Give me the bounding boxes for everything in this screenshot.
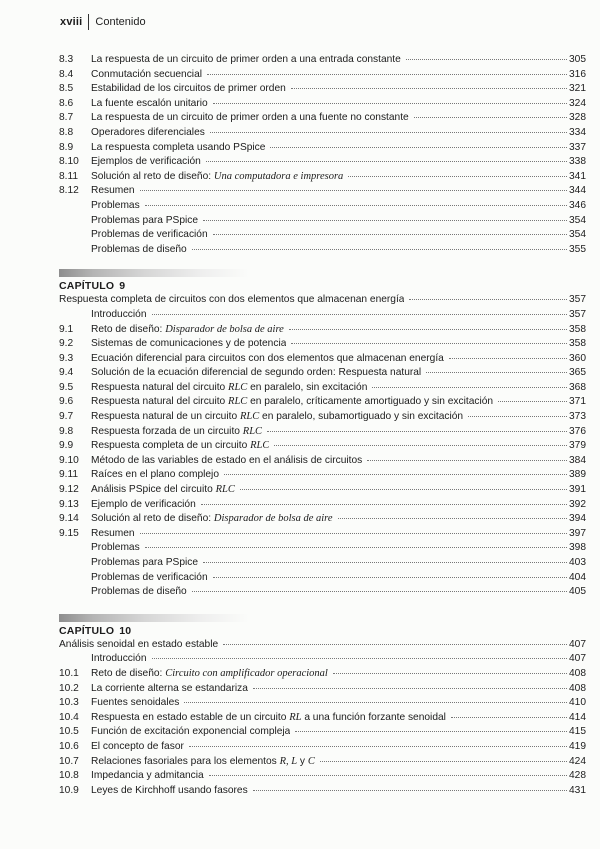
toc-entry[interactable] (59, 366, 586, 381)
toc-entry[interactable] (59, 337, 586, 352)
page-number: 394 (569, 513, 586, 525)
entry-title: Problemas (91, 199, 140, 211)
section-number: 10.4 (59, 711, 79, 723)
entry-title (91, 755, 315, 770)
page-number: 408 (569, 667, 586, 679)
page-number: 373 (569, 411, 586, 423)
dot-leader (320, 760, 567, 762)
entry-title (91, 381, 367, 396)
toc-entry[interactable] (59, 352, 586, 367)
toc-entry[interactable] (59, 740, 586, 755)
entry-title (91, 667, 328, 682)
dot-leader (253, 789, 567, 791)
section-number: 9.9 (59, 440, 74, 452)
toc-entry[interactable] (59, 711, 586, 726)
dot-leader (203, 219, 567, 221)
entry-title-text: en paralelo, críticamente amortiguado y sin excitación (247, 396, 494, 408)
section-number: 9.8 (59, 425, 74, 437)
entry-title (91, 711, 446, 726)
entry-title-text: Respuesta natural de un circuito (91, 411, 240, 423)
entry-title (91, 170, 343, 185)
running-title: Contenido (95, 16, 146, 28)
entry-title (91, 512, 333, 527)
entry-title: Fuentes senoidales (91, 697, 180, 709)
section-number: 9.12 (59, 484, 79, 496)
toc-entry[interactable] (59, 483, 586, 498)
toc-entry[interactable] (59, 228, 586, 243)
entry-title-italic: Disparador de bolsa de aire (165, 323, 284, 335)
toc-entry[interactable] (59, 512, 586, 527)
dot-leader (426, 371, 567, 373)
section-number: 9.10 (59, 454, 79, 466)
toc-entry[interactable] (59, 82, 586, 97)
entry-title (91, 483, 235, 498)
entry-title (91, 323, 284, 338)
chapter-8-section (59, 53, 586, 257)
entry-title-italic: RLC (228, 396, 248, 408)
entry-title: Estabilidad de los circuitos de primer orden (91, 83, 286, 95)
dot-leader (289, 328, 567, 330)
section-number: 9.13 (59, 498, 79, 510)
toc-entry[interactable] (59, 556, 586, 571)
toc-entry[interactable] (59, 468, 586, 483)
section-number: 8.11 (59, 170, 79, 182)
entry-title-italic: RL (289, 711, 302, 723)
toc-entry[interactable] (59, 126, 586, 141)
page-number: 337 (569, 141, 586, 153)
dot-leader (338, 517, 567, 519)
entry-title: El concepto de fasor (91, 740, 184, 752)
entry-title (91, 395, 493, 410)
toc-entry[interactable] (59, 425, 586, 440)
dot-leader (207, 73, 567, 75)
toc-entry[interactable] (59, 68, 586, 83)
page-number: 344 (569, 185, 586, 197)
toc-entry[interactable] (59, 527, 586, 542)
section-number: 9.15 (59, 527, 79, 539)
section-number: 8.10 (59, 156, 79, 168)
entry-title: Problemas de diseño (91, 243, 187, 255)
dot-leader (140, 189, 567, 191)
entry-title-text: en paralelo, sin excitación (247, 381, 368, 393)
section-number: 9.4 (59, 367, 74, 379)
toc-entry[interactable] (59, 308, 586, 323)
entry-title: Conmutación secuencial (91, 68, 202, 80)
table-of-contents (59, 53, 586, 798)
entry-title-text: Respuesta en estado estable de un circuito (91, 711, 290, 723)
section-number: 9.5 (59, 381, 74, 393)
toc-entry[interactable] (59, 541, 586, 556)
page-number: 371 (569, 396, 586, 408)
page-number: 358 (569, 338, 586, 350)
entry-title: Impedancia y admitancia (91, 770, 204, 782)
dot-leader (270, 146, 567, 148)
dot-leader (253, 687, 567, 689)
entry-title: La fuente escalón unitario (91, 97, 208, 109)
section-number: 9.1 (59, 323, 74, 335)
toc-entry[interactable] (59, 498, 586, 513)
page-header (60, 14, 146, 30)
page-number: 305 (569, 54, 586, 65)
dot-leader (140, 532, 567, 534)
entry-title-text: Solución al reto de diseño: (91, 513, 214, 525)
dot-leader (184, 701, 567, 703)
section-number: 10.1 (59, 667, 79, 679)
entry-title: Problemas para PSpice (91, 557, 199, 568)
dot-leader (291, 87, 567, 89)
dot-leader (333, 672, 567, 674)
section-number: 9.6 (59, 396, 74, 408)
entry-title: Problemas de diseño (91, 586, 187, 598)
toc-entry[interactable] (59, 652, 586, 667)
page-number: 431 (569, 784, 586, 796)
dot-leader (152, 313, 568, 315)
page-number: 328 (569, 112, 586, 124)
dot-leader (449, 357, 567, 359)
section-number: 8.3 (59, 54, 74, 65)
dot-leader (274, 444, 567, 446)
chapter-9-title-row[interactable] (59, 293, 586, 308)
section-number: 8.7 (59, 112, 74, 124)
entry-title: Problemas de verificación (91, 229, 208, 241)
entry-title: La respuesta de un circuito de primer orden a una entrada constante (91, 54, 401, 65)
dot-leader (203, 561, 567, 563)
entry-title-italic: C (307, 755, 315, 767)
entry-title: Ecuación diferencial para circuitos con dos elementos que almacenan energía (91, 352, 444, 364)
entry-title: La corriente alterna se estandariza (91, 682, 248, 694)
page-number: 391 (569, 484, 586, 496)
entry-title: Operadores diferenciales (91, 126, 205, 138)
dot-leader (152, 657, 568, 659)
page-number: 360 (569, 352, 586, 364)
chapter-9-banner (59, 269, 249, 277)
page-number: 379 (569, 440, 586, 452)
chapter-number: 10 (119, 624, 132, 637)
entry-title-text: en paralelo, subamortiguado y sin excitación (259, 411, 464, 423)
entry-title-text: Reto de diseño: (91, 667, 166, 679)
page-number: 355 (569, 243, 586, 255)
toc-entry[interactable] (59, 141, 586, 156)
chapter-number: 9 (119, 280, 126, 293)
toc-entry[interactable] (59, 53, 586, 68)
entry-title-italic: RLC (250, 440, 270, 452)
page-number: 324 (569, 97, 586, 109)
page-number: 415 (569, 726, 586, 738)
dot-leader (295, 730, 567, 732)
chapter-9-section (59, 308, 586, 600)
page-number: 397 (569, 527, 586, 539)
page-number: 405 (569, 586, 586, 598)
toc-entry[interactable] (59, 111, 586, 126)
entry-title: Leyes de Kirchhoff usando fasores (91, 784, 248, 796)
toc-entry[interactable] (59, 696, 586, 711)
page-number: 408 (569, 682, 586, 694)
entry-title: Función de excitación exponencial compleja (91, 726, 291, 738)
entry-title-italic: Una computadora e impresora (213, 170, 344, 182)
dot-leader (291, 342, 567, 344)
toc-entry[interactable] (59, 323, 586, 338)
page-number: 384 (569, 454, 586, 466)
page-number: 404 (569, 571, 586, 583)
dot-leader (348, 175, 567, 177)
dot-leader (213, 102, 567, 104)
page-number: 357 (569, 308, 586, 320)
toc-entry[interactable] (59, 243, 586, 258)
dot-leader (145, 204, 567, 206)
toc-entry[interactable] (59, 667, 586, 682)
dot-leader (213, 576, 567, 578)
page-number: 403 (569, 557, 586, 568)
section-number: 8.12 (59, 185, 79, 197)
section-number: 9.11 (59, 469, 79, 481)
toc-entry[interactable] (59, 97, 586, 112)
page-number: 358 (569, 323, 586, 335)
entry-title-text: Respuesta natural del circuito (91, 381, 229, 393)
dot-leader (409, 298, 567, 300)
page-number: 398 (569, 542, 586, 554)
section-number: 9.7 (59, 411, 74, 423)
section-number: 10.8 (59, 770, 79, 782)
entry-title-italic: Circuito con amplificador operacional (165, 667, 328, 679)
dot-leader (213, 233, 567, 235)
section-number: 10.5 (59, 726, 79, 738)
section-number: 8.5 (59, 83, 74, 95)
chapter-10-section (59, 652, 586, 798)
entry-title (91, 439, 269, 454)
page-number: 321 (569, 83, 586, 95)
entry-title: Raíces en el plano complejo (91, 469, 219, 481)
entry-title-italic: Disparador de bolsa de aire (213, 513, 333, 525)
entry-title: Resumen (91, 185, 135, 197)
page-number: 354 (569, 229, 586, 241)
section-number: 8.9 (59, 141, 74, 153)
entry-title: Problemas de verificación (91, 571, 208, 583)
toc-entry[interactable] (59, 381, 586, 396)
section-number: 8.4 (59, 68, 74, 80)
chapter-label-text: CAPÍTULO (59, 624, 115, 637)
toc-entry[interactable] (59, 395, 586, 410)
dot-leader (201, 503, 567, 505)
entry-title: Solución de la ecuación diferencial de segundo orden: Respuesta natural (91, 367, 422, 379)
page-number: 414 (569, 711, 586, 723)
dot-leader (372, 386, 567, 388)
toc-entry[interactable] (59, 682, 586, 697)
entry-title-italic: RLC (228, 381, 248, 393)
toc-entry[interactable] (59, 170, 586, 185)
entry-title: Método de las variables de estado en el análisis de circuitos (91, 454, 363, 466)
toc-entry[interactable] (59, 155, 586, 170)
entry-title: Ejemplos de verificación (91, 156, 201, 168)
page-number: 424 (569, 755, 586, 767)
chapter-9-label (59, 279, 586, 293)
entry-title: Sistemas de comunicaciones y de potencia (91, 338, 287, 350)
section-number: 9.3 (59, 352, 74, 364)
page-number: 407 (569, 638, 586, 650)
entry-title: La respuesta de un circuito de primer orden a una fuente no constante (91, 112, 409, 124)
dot-leader (451, 716, 567, 718)
section-number: 10.6 (59, 740, 79, 752)
section-number: 10.7 (59, 755, 79, 767)
entry-title: Ejemplo de verificación (91, 498, 196, 510)
entry-title-italic: R, L (279, 755, 298, 767)
dot-leader (414, 116, 567, 118)
toc-entry[interactable] (59, 571, 586, 586)
page-number: 410 (569, 697, 586, 709)
entry-title-text: y (297, 755, 308, 767)
page-number: 407 (569, 653, 586, 665)
header-divider (88, 14, 89, 30)
entry-title-text: Relaciones fasoriales para los elementos (91, 755, 280, 767)
chapter-10-label (59, 624, 586, 638)
entry-title: Introducción (91, 308, 147, 320)
section-number: 9.14 (59, 513, 79, 525)
page-number: 354 (569, 214, 586, 226)
entry-title-text: Reto de diseño: (91, 323, 166, 335)
toc-entry[interactable] (59, 410, 586, 425)
section-number: 10.3 (59, 697, 79, 709)
dot-leader (367, 459, 567, 461)
entry-title: Problemas (91, 542, 140, 554)
entry-title-italic: RLC (242, 425, 263, 437)
entry-title (91, 425, 262, 440)
dot-leader (145, 546, 567, 548)
page-number: 428 (569, 770, 586, 782)
toc-entry[interactable] (59, 769, 586, 784)
dot-leader (206, 160, 567, 162)
page-number: 357 (569, 294, 586, 306)
chapter-10-banner (59, 614, 249, 622)
toc-entry[interactable] (59, 199, 586, 214)
entry-title-text: a una función forzante senoidal (301, 711, 446, 723)
dot-leader (406, 58, 567, 60)
page-number: 419 (569, 740, 586, 752)
chapter-label-text: CAPÍTULO (59, 280, 115, 293)
dot-leader (267, 430, 567, 432)
page-number: 338 (569, 156, 586, 168)
section-number: 10.9 (59, 784, 79, 796)
entry-title-italic: RLC (239, 411, 260, 423)
chapter-10-title-row[interactable] (59, 638, 586, 653)
chapter-title: Análisis senoidal en estado estable (59, 638, 219, 650)
dot-leader (224, 473, 567, 475)
page-number: 346 (569, 199, 586, 211)
page-number: 316 (569, 68, 586, 80)
page-number: 376 (569, 425, 586, 437)
page-number: 368 (569, 381, 586, 393)
page-number: 389 (569, 469, 586, 481)
page-folio: xviii (60, 16, 83, 28)
entry-title: Problemas para PSpice (91, 214, 199, 226)
chapter-title: Respuesta completa de circuitos con dos elementos que almacenan energía (59, 294, 405, 306)
entry-title-text: Respuesta natural del circuito (91, 396, 229, 408)
page-number: 334 (569, 126, 586, 138)
toc-entry[interactable] (59, 784, 586, 799)
dot-leader (223, 643, 567, 645)
entry-title-italic: RLC (215, 484, 235, 496)
page-number: 365 (569, 367, 586, 379)
dot-leader (209, 774, 567, 776)
dot-leader (192, 248, 567, 250)
toc-entry[interactable] (59, 214, 586, 229)
toc-entry[interactable] (59, 454, 586, 469)
entry-title: Resumen (91, 527, 135, 539)
section-number: 9.2 (59, 338, 74, 350)
entry-title-text: Respuesta forzada de un circuito (91, 425, 243, 437)
entry-title: La respuesta completa usando PSpice (91, 141, 266, 153)
dot-leader (189, 745, 567, 747)
entry-title (91, 410, 463, 425)
toc-entry[interactable] (59, 439, 586, 454)
toc-entry[interactable] (59, 755, 586, 770)
toc-entry[interactable] (59, 725, 586, 740)
entry-title-text: Solución al reto de diseño: (91, 170, 214, 182)
page-number: 341 (569, 170, 586, 182)
entry-title: Introducción (91, 653, 147, 665)
entry-title-text: Respuesta completa de un circuito (91, 440, 251, 452)
dot-leader (192, 590, 567, 592)
toc-entry[interactable] (59, 184, 586, 199)
dot-leader (498, 400, 567, 402)
dot-leader (240, 488, 567, 490)
dot-leader (210, 131, 567, 133)
page-number: 392 (569, 498, 586, 510)
section-number: 8.8 (59, 126, 74, 138)
entry-title-text: Análisis PSpice del circuito (91, 484, 216, 496)
toc-entry[interactable] (59, 585, 586, 600)
dot-leader (468, 415, 567, 417)
section-number: 8.6 (59, 97, 74, 109)
section-number: 10.2 (59, 682, 79, 694)
